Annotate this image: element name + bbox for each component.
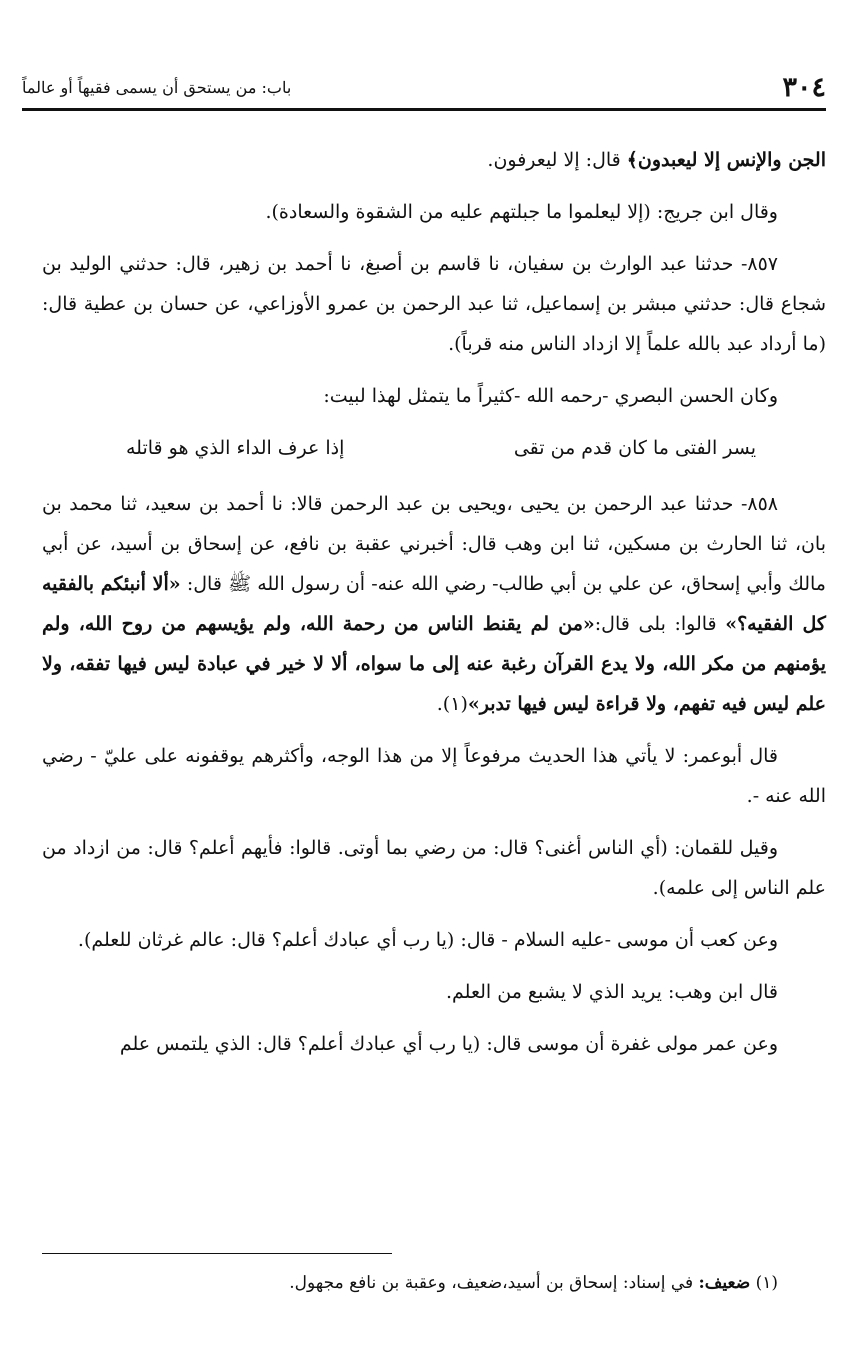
hadith-858-question: «ألا أنبئكم بالفقيه كل الفقيه؟» [42,573,826,635]
footnote-marker: (١) [750,1273,778,1293]
verse-second-hemistich: إذا عرف الداء الذي هو قاتله [126,437,345,459]
hadith-858-matn: «من لم يقنط الناس من رحمة الله، ولم يؤيسهم من روح الله، ولم يؤمنهم من مكر الله، ولا يدع القرآن رغبة عنه إلى ما سواه، ألا لا خير في عبادة ليس فيها تفقه، ولا علم ليس فيه تفهم، ولا قراءة ليس فيها تدبر» [42,613,826,715]
page-body [42,140,826,1076]
footnote-label: ضعيف: [698,1273,751,1293]
paragraph-hasan-basri: وكان الحسن البصري -رحمه الله -كثيراً ما يتمثل لهذا لبيت: [323,385,778,407]
quran-verse-end: الجن والإنس إلا ليعبدون﴾ [626,149,826,171]
page-number: ٣٠٤ [782,72,826,103]
paragraph-quran-verse [42,140,826,180]
paragraph-ibn-jurayj: وقال ابن جريج: (إلا ليعلموا ما جبلتهم عليه من الشقوة والسعادة). [265,201,778,223]
hadith-858 [42,484,826,724]
hadith-858-reply: قالوا: بلى قال: [594,613,726,635]
paragraph-kaab: وعن كعب أن موسى -عليه السلام - قال: (يا رب أي عبادك أعلم؟ قال: عالم غرثان للعلم). [77,929,778,951]
chapter-title: باب: من يستحق أن يسمى فقيهاً أو عالماً [22,78,292,97]
footnote [42,1268,778,1298]
paragraph-umar: وعن عمر مولى غفرة أن موسى قال: (يا رب أي عبادك أعلم؟ قال: الذي يلتمس علم [119,1033,778,1055]
paragraph-ibn-wahb: قال ابن وهب: يريد الذي لا يشبع من العلم. [446,981,778,1003]
page-header [22,68,826,111]
paragraph-luqman: وقيل للقمان: (أي الناس أغنى؟ قال: من رضي بما أوتى. قالوا: فأيهم أعلم؟ قال: من ازداد من علم الناس إلى علمه). [42,837,826,899]
hadith-858-isnad: ٨٥٨- حدثنا عبد الرحمن بن يحيى ،ويحيى بن عبد الرحمن قالا: نا أحمد بن سعيد، ثنا محمد بن بان، ثنا الحارث بن مسكين، ثنا ابن وهب قال: أخبرني عقبة بن نافع، عن إسحاق بن أسيد، عن أبي مالك وأبي إسحاق، عن علي بن أبي طالب- رضي الله عنه- أن رسول الله ﷺ قال: [42,493,826,595]
poetry-verse [42,428,826,468]
footnote-divider [42,1253,392,1254]
footnote-text: في إسناد: إسحاق بن أسيد،ضعيف، وعقبة بن نافع مجهول. [289,1273,699,1293]
paragraph-text: قال: إلا ليعرفون. [487,149,627,171]
footnote-reference: (١). [436,693,468,715]
hadith-857: ٨٥٧- حدثنا عبد الوارث بن سفيان، نا قاسم بن أصبغ، نا أحمد بن زهير، قال: حدثني الوليد بن شجاع قال: حدثني مبشر بن إسماعيل، ثنا عبد الرحمن بن عمرو الأوزاعي، عن حسان بن عطية قال: (ما أرداد عبد بالله علماً إلا ازداد الناس منه قرباً). [42,253,826,355]
paragraph-abu-umar: قال أبوعمر: لا يأتي هذا الحديث مرفوعاً إلا من هذا الوجه، وأكثرهم يوقفونه على عليّ - رضي الله عنه -. [42,745,826,807]
verse-first-hemistich: يسر الفتى ما كان قدم من تقى [513,437,756,459]
